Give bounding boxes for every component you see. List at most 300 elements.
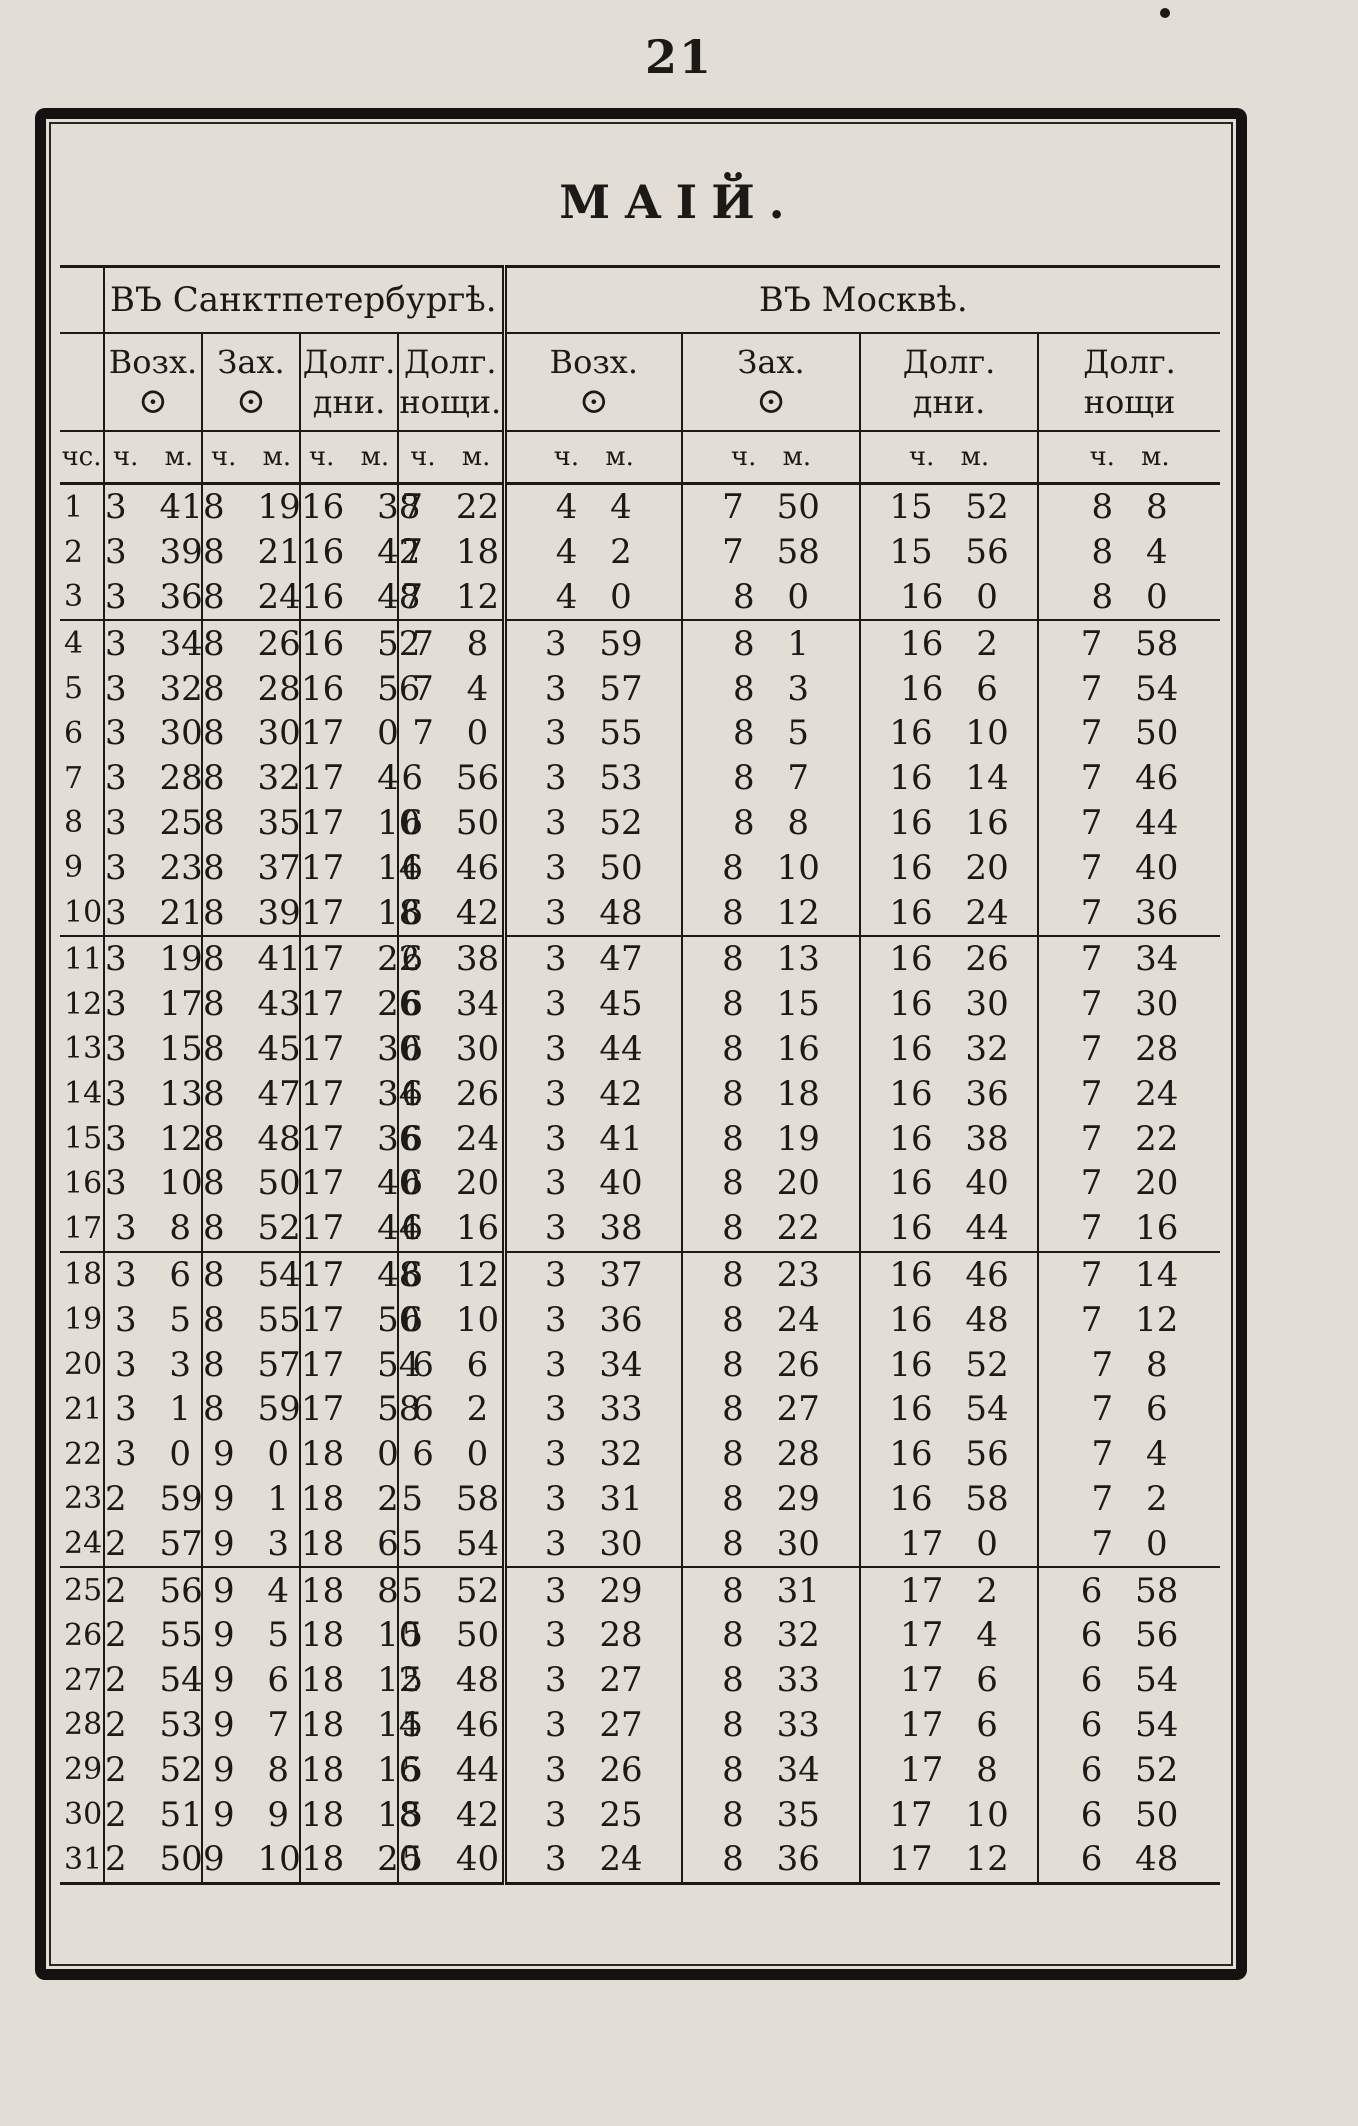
moscow-rise: 3 47 (504, 936, 682, 982)
day-number: 12 (64, 986, 103, 1022)
spb-rise: 3 8 (104, 1206, 202, 1252)
moscow-rise: 3 55 (504, 711, 682, 756)
moscow-rise: 3 29 (504, 1567, 682, 1613)
moscow-daylength: 16 36 (860, 1071, 1038, 1116)
moscow-set: 7 58 (682, 530, 860, 575)
moscow-rise: 3 57 (504, 666, 682, 711)
moscow-daylength: 16 14 (860, 756, 1038, 801)
spb-rise: 2 53 (104, 1703, 202, 1748)
spb-rise: 3 28 (104, 756, 202, 801)
unit-day: чс. (60, 431, 104, 484)
header-spb-set: Зах. ⊙ (202, 333, 300, 431)
day-number: 11 (64, 941, 103, 977)
day-number: 26 (64, 1617, 103, 1653)
moscow-daylength: 17 0 (860, 1521, 1038, 1567)
moscow-set: 8 3 (682, 666, 860, 711)
moscow-daylength: 15 52 (860, 484, 1038, 530)
spb-nightlength: 6 56 (398, 756, 504, 801)
moscow-nightlength: 7 14 (1038, 1252, 1220, 1298)
spb-daylength: 17 0 (300, 711, 398, 756)
table-row (60, 890, 1220, 936)
spb-rise: 2 55 (104, 1613, 202, 1658)
day-number: 23 (64, 1481, 103, 1517)
day-number: 19 (64, 1302, 103, 1338)
moscow-rise: 3 38 (504, 1206, 682, 1252)
spb-nightlength: 6 20 (398, 1161, 504, 1206)
moscow-daylength: 16 52 (860, 1342, 1038, 1387)
month-title: МАІЙ. (559, 175, 799, 229)
spb-rise: 3 36 (104, 575, 202, 621)
table-row (60, 1747, 1220, 1792)
moscow-set: 8 26 (682, 1342, 860, 1387)
spb-rise: 3 5 (104, 1297, 202, 1342)
day-number: 8 (64, 805, 84, 841)
moscow-daylength: 16 24 (860, 890, 1038, 936)
spb-rise: 3 10 (104, 1161, 202, 1206)
spb-daylength: 17 14 (300, 845, 398, 890)
spb-daylength: 18 2 (300, 1477, 398, 1522)
moscow-daylength: 16 16 (860, 801, 1038, 846)
day-number: 22 (64, 1436, 103, 1472)
moscow-daylength: 16 20 (860, 845, 1038, 890)
moscow-daylength: 16 56 (860, 1432, 1038, 1477)
day-number: 25 (64, 1573, 103, 1609)
moscow-nightlength: 7 28 (1038, 1027, 1220, 1072)
unit-hm: ч. м. (860, 431, 1038, 484)
day-number: 4 (64, 626, 84, 662)
moscow-nightlength: 6 54 (1038, 1658, 1220, 1703)
moscow-nightlength: 6 56 (1038, 1613, 1220, 1658)
spb-daylength: 18 8 (300, 1567, 398, 1613)
moscow-set: 8 34 (682, 1747, 860, 1792)
spb-nightlength: 5 46 (398, 1703, 504, 1748)
table-row (60, 484, 1220, 530)
spb-daylength: 18 0 (300, 1432, 398, 1477)
moscow-daylength: 17 6 (860, 1658, 1038, 1703)
spb-nightlength: 5 58 (398, 1477, 504, 1522)
city-header-moscow: ВЪ Москвѣ. (504, 267, 1220, 334)
moscow-rise: 3 44 (504, 1027, 682, 1072)
spb-rise: 2 56 (104, 1567, 202, 1613)
moscow-set: 8 16 (682, 1027, 860, 1072)
moscow-rise: 3 52 (504, 801, 682, 846)
spb-daylength: 16 52 (300, 620, 398, 666)
spb-set: 9 1 (202, 1477, 300, 1522)
table-row (60, 936, 1220, 982)
spb-rise: 3 17 (104, 982, 202, 1027)
moscow-rise: 3 36 (504, 1297, 682, 1342)
moscow-set: 8 20 (682, 1161, 860, 1206)
spb-daylength: 16 42 (300, 530, 398, 575)
spb-daylength: 18 18 (300, 1792, 398, 1837)
spb-nightlength: 6 34 (398, 982, 504, 1027)
moscow-daylength: 17 8 (860, 1747, 1038, 1792)
spb-set: 8 41 (202, 936, 300, 982)
moscow-set: 8 8 (682, 801, 860, 846)
spb-nightlength: 6 0 (398, 1432, 504, 1477)
moscow-rise: 3 33 (504, 1387, 682, 1432)
spb-set: 8 24 (202, 575, 300, 621)
spb-rise: 3 1 (104, 1387, 202, 1432)
spb-nightlength: 5 40 (398, 1837, 504, 1883)
spb-daylength: 17 30 (300, 1027, 398, 1072)
moscow-daylength: 17 6 (860, 1703, 1038, 1748)
moscow-set: 8 22 (682, 1206, 860, 1252)
header-moscow-nightlength: Долг. нощи (1038, 333, 1220, 431)
spb-set: 9 3 (202, 1521, 300, 1567)
moscow-nightlength: 6 50 (1038, 1792, 1220, 1837)
spb-nightlength: 6 30 (398, 1027, 504, 1072)
spb-nightlength: 6 16 (398, 1206, 504, 1252)
spb-daylength: 17 4 (300, 756, 398, 801)
unit-hm: ч. м. (202, 431, 300, 484)
spb-set: 8 32 (202, 756, 300, 801)
table-row (60, 1116, 1220, 1161)
moscow-nightlength: 7 20 (1038, 1161, 1220, 1206)
moscow-rise: 3 50 (504, 845, 682, 890)
moscow-set: 7 50 (682, 484, 860, 530)
spb-rise: 3 25 (104, 801, 202, 846)
spb-nightlength: 6 24 (398, 1116, 504, 1161)
spb-daylength: 18 14 (300, 1703, 398, 1748)
table-row (60, 1161, 1220, 1206)
unit-hm: ч. м. (300, 431, 398, 484)
spb-set: 8 59 (202, 1387, 300, 1432)
day-number: 7 (64, 760, 84, 796)
table-row (60, 801, 1220, 846)
table-row (60, 1477, 1220, 1522)
spb-rise: 2 54 (104, 1658, 202, 1703)
moscow-daylength: 17 12 (860, 1837, 1038, 1883)
moscow-nightlength: 7 58 (1038, 620, 1220, 666)
city-header-spb: ВЪ Санктпетербургѣ. (104, 267, 504, 334)
spb-rise: 3 0 (104, 1432, 202, 1477)
moscow-daylength: 17 4 (860, 1613, 1038, 1658)
spb-set: 9 8 (202, 1747, 300, 1792)
moscow-daylength: 16 32 (860, 1027, 1038, 1072)
day-number: 1 (64, 489, 84, 525)
table-row (60, 1837, 1220, 1883)
header-moscow-daylength: Долг. дни. (860, 333, 1038, 431)
spb-rise: 3 41 (104, 484, 202, 530)
moscow-set: 8 32 (682, 1613, 860, 1658)
table-row (60, 1567, 1220, 1613)
day-number: 15 (64, 1121, 103, 1157)
day-number: 30 (64, 1797, 103, 1832)
day-number: 3 (60, 575, 104, 621)
sun-icon: ⊙ (235, 381, 267, 422)
spb-set: 8 37 (202, 845, 300, 890)
moscow-rise: 3 59 (504, 620, 682, 666)
spb-set: 8 45 (202, 1027, 300, 1072)
moscow-rise: 3 31 (504, 1477, 682, 1522)
header-spb-rise: Возх. ⊙ (104, 333, 202, 431)
table-row (60, 1206, 1220, 1252)
table-row (60, 1432, 1220, 1477)
table-row (60, 1387, 1220, 1432)
table-row (60, 1297, 1220, 1342)
spb-daylength: 18 12 (300, 1658, 398, 1703)
spb-set: 8 47 (202, 1071, 300, 1116)
day-number: 24 (60, 1521, 104, 1567)
spb-rise: 2 52 (104, 1747, 202, 1792)
spb-set: 9 9 (202, 1792, 300, 1837)
moscow-rise: 3 26 (504, 1747, 682, 1792)
moscow-rise: 4 4 (504, 484, 682, 530)
spb-daylength: 16 48 (300, 575, 398, 621)
moscow-set: 8 30 (682, 1521, 860, 1567)
moscow-nightlength: 7 34 (1038, 936, 1220, 982)
spb-set: 8 35 (202, 801, 300, 846)
unit-hm: ч. м. (398, 431, 504, 484)
moscow-daylength: 16 44 (860, 1206, 1038, 1252)
table-row (60, 1658, 1220, 1703)
moscow-nightlength: 7 16 (1038, 1206, 1220, 1252)
moscow-daylength: 17 10 (860, 1792, 1038, 1837)
spb-rise: 2 59 (104, 1477, 202, 1522)
table-row (60, 1071, 1220, 1116)
day-number: 14 (64, 1076, 103, 1112)
spb-set: 8 39 (202, 890, 300, 936)
moscow-nightlength: 8 4 (1038, 530, 1220, 575)
spb-set: 9 10 (202, 1837, 300, 1883)
moscow-set: 8 36 (682, 1837, 860, 1883)
moscow-set: 8 7 (682, 756, 860, 801)
day-number: 9 (64, 850, 84, 886)
sun-icon: ⊙ (578, 381, 609, 422)
moscow-rise: 4 0 (504, 575, 682, 621)
moscow-rise: 3 45 (504, 982, 682, 1027)
moscow-nightlength: 7 30 (1038, 982, 1220, 1027)
header-spb-nightlength: Долг. нощи. (398, 333, 504, 431)
day-number: 16 (64, 1165, 103, 1201)
table-row (60, 530, 1220, 575)
spb-nightlength: 7 22 (398, 484, 504, 530)
moscow-rise: 3 27 (504, 1658, 682, 1703)
moscow-set: 8 15 (682, 982, 860, 1027)
spb-set: 8 30 (202, 711, 300, 756)
spb-daylength: 17 40 (300, 1161, 398, 1206)
spb-nightlength: 7 8 (398, 620, 504, 666)
header-spb-daylength: Долг. дни. (300, 333, 398, 431)
moscow-rise: 3 30 (504, 1521, 682, 1567)
table-row (60, 1521, 1220, 1567)
table-row (60, 1342, 1220, 1387)
moscow-daylength: 16 2 (860, 620, 1038, 666)
moscow-rise: 3 27 (504, 1703, 682, 1748)
spb-daylength: 17 48 (300, 1252, 398, 1298)
spb-nightlength: 5 42 (398, 1792, 504, 1837)
spb-set: 9 7 (202, 1703, 300, 1748)
day-number: 10 (60, 890, 104, 936)
spb-set: 8 19 (202, 484, 300, 530)
spb-nightlength: 5 54 (398, 1521, 504, 1567)
moscow-set: 8 12 (682, 890, 860, 936)
table-row (60, 1027, 1220, 1072)
table-row (60, 982, 1220, 1027)
spb-nightlength: 6 50 (398, 801, 504, 846)
spb-nightlength: 6 10 (398, 1297, 504, 1342)
spb-rise: 3 30 (104, 711, 202, 756)
day-number: 20 (64, 1347, 103, 1383)
spb-set: 8 54 (202, 1252, 300, 1298)
day-number: 13 (64, 1031, 103, 1067)
moscow-daylength: 16 38 (860, 1116, 1038, 1161)
table-row (60, 711, 1220, 756)
moscow-nightlength: 7 24 (1038, 1071, 1220, 1116)
table-row (60, 1613, 1220, 1658)
unit-hm: ч. м. (682, 431, 860, 484)
unit-hm: ч. м. (104, 431, 202, 484)
spb-nightlength: 7 18 (398, 530, 504, 575)
spb-set: 9 5 (202, 1613, 300, 1658)
table-row (60, 1792, 1220, 1837)
moscow-set: 8 35 (682, 1792, 860, 1837)
day-number: 29 (64, 1752, 103, 1788)
moscow-nightlength: 7 2 (1038, 1477, 1220, 1522)
page-number: 21 (644, 30, 713, 84)
moscow-set: 8 28 (682, 1432, 860, 1477)
moscow-daylength: 16 10 (860, 711, 1038, 756)
spb-daylength: 17 18 (300, 890, 398, 936)
spb-nightlength: 6 26 (398, 1071, 504, 1116)
spb-rise: 3 23 (104, 845, 202, 890)
moscow-set: 8 10 (682, 845, 860, 890)
unit-hm: ч. м. (504, 431, 682, 484)
moscow-rise: 3 25 (504, 1792, 682, 1837)
spb-rise: 3 12 (104, 1116, 202, 1161)
moscow-daylength: 16 26 (860, 936, 1038, 982)
moscow-set: 8 13 (682, 936, 860, 982)
moscow-set: 8 0 (682, 575, 860, 621)
spb-set: 9 0 (202, 1432, 300, 1477)
day-number: 2 (64, 534, 84, 570)
moscow-rise: 3 28 (504, 1613, 682, 1658)
spb-rise: 3 3 (104, 1342, 202, 1387)
spb-nightlength: 6 42 (398, 890, 504, 936)
moscow-rise: 3 34 (504, 1342, 682, 1387)
moscow-nightlength: 6 54 (1038, 1703, 1220, 1748)
moscow-rise: 3 41 (504, 1116, 682, 1161)
spb-set: 8 26 (202, 620, 300, 666)
spb-nightlength: 5 52 (398, 1567, 504, 1613)
moscow-rise: 3 32 (504, 1432, 682, 1477)
spb-nightlength: 5 48 (398, 1658, 504, 1703)
moscow-rise: 3 37 (504, 1252, 682, 1298)
spb-nightlength: 5 44 (398, 1747, 504, 1792)
moscow-rise: 3 53 (504, 756, 682, 801)
spb-daylength: 17 44 (300, 1206, 398, 1252)
spb-daylength: 17 26 (300, 982, 398, 1027)
spb-daylength: 17 50 (300, 1297, 398, 1342)
spb-daylength: 17 54 (300, 1342, 398, 1387)
spb-daylength: 18 16 (300, 1747, 398, 1792)
ink-speck (1160, 8, 1170, 18)
spb-set: 8 21 (202, 530, 300, 575)
moscow-rise: 3 48 (504, 890, 682, 936)
spb-nightlength: 7 4 (398, 666, 504, 711)
moscow-nightlength: 7 40 (1038, 845, 1220, 890)
moscow-set: 8 27 (682, 1387, 860, 1432)
spb-daylength: 17 58 (300, 1387, 398, 1432)
table-row (60, 845, 1220, 890)
spb-set: 8 57 (202, 1342, 300, 1387)
moscow-set: 8 31 (682, 1567, 860, 1613)
moscow-nightlength: 7 4 (1038, 1432, 1220, 1477)
spb-daylength: 18 10 (300, 1613, 398, 1658)
day-number: 18 (64, 1257, 103, 1293)
table-row (60, 756, 1220, 801)
spb-set: 8 52 (202, 1206, 300, 1252)
spb-rise: 3 6 (104, 1252, 202, 1298)
moscow-set: 8 18 (682, 1071, 860, 1116)
spb-daylength: 17 22 (300, 936, 398, 982)
table-row (60, 1252, 1220, 1298)
sunrise-sunset-table (60, 265, 1220, 1885)
moscow-nightlength: 7 36 (1038, 890, 1220, 936)
moscow-nightlength: 6 58 (1038, 1567, 1220, 1613)
spb-nightlength: 6 38 (398, 936, 504, 982)
spb-rise: 3 21 (104, 890, 202, 936)
moscow-daylength: 17 2 (860, 1567, 1038, 1613)
moscow-nightlength: 7 44 (1038, 801, 1220, 846)
day-number: 5 (64, 671, 84, 707)
spb-rise: 3 32 (104, 666, 202, 711)
spb-set: 9 6 (202, 1658, 300, 1703)
moscow-set: 8 33 (682, 1703, 860, 1748)
sun-icon: ⊙ (137, 381, 169, 422)
spb-nightlength: 5 50 (398, 1613, 504, 1658)
spb-set: 8 55 (202, 1297, 300, 1342)
spb-nightlength: 6 46 (398, 845, 504, 890)
moscow-daylength: 16 58 (860, 1477, 1038, 1522)
moscow-nightlength: 7 46 (1038, 756, 1220, 801)
moscow-daylength: 16 40 (860, 1161, 1038, 1206)
spb-set: 8 50 (202, 1161, 300, 1206)
moscow-nightlength: 7 0 (1038, 1521, 1220, 1567)
spb-nightlength: 6 2 (398, 1387, 504, 1432)
header-moscow-rise: Возх. ⊙ (504, 333, 682, 431)
spb-daylength: 16 38 (300, 484, 398, 530)
day-number: 31 (60, 1837, 104, 1883)
spb-rise: 3 15 (104, 1027, 202, 1072)
spb-rise: 2 50 (104, 1837, 202, 1883)
moscow-daylength: 15 56 (860, 530, 1038, 575)
moscow-nightlength: 7 8 (1038, 1342, 1220, 1387)
moscow-set: 8 23 (682, 1252, 860, 1298)
spb-rise: 2 57 (104, 1521, 202, 1567)
moscow-daylength: 16 0 (860, 575, 1038, 621)
spb-rise: 2 51 (104, 1792, 202, 1837)
spb-daylength: 16 56 (300, 666, 398, 711)
moscow-set: 8 5 (682, 711, 860, 756)
moscow-nightlength: 6 52 (1038, 1747, 1220, 1792)
table-row (60, 666, 1220, 711)
spb-daylength: 17 36 (300, 1116, 398, 1161)
moscow-rise: 3 42 (504, 1071, 682, 1116)
moscow-nightlength: 8 0 (1038, 575, 1220, 621)
moscow-nightlength: 7 50 (1038, 711, 1220, 756)
day-number: 28 (64, 1707, 103, 1743)
spb-set: 8 48 (202, 1116, 300, 1161)
moscow-daylength: 16 46 (860, 1252, 1038, 1298)
moscow-rise: 3 24 (504, 1837, 682, 1883)
moscow-set: 8 24 (682, 1297, 860, 1342)
spb-daylength: 17 34 (300, 1071, 398, 1116)
moscow-daylength: 16 48 (860, 1297, 1038, 1342)
spb-daylength: 18 6 (300, 1521, 398, 1567)
spb-rise: 3 34 (104, 620, 202, 666)
